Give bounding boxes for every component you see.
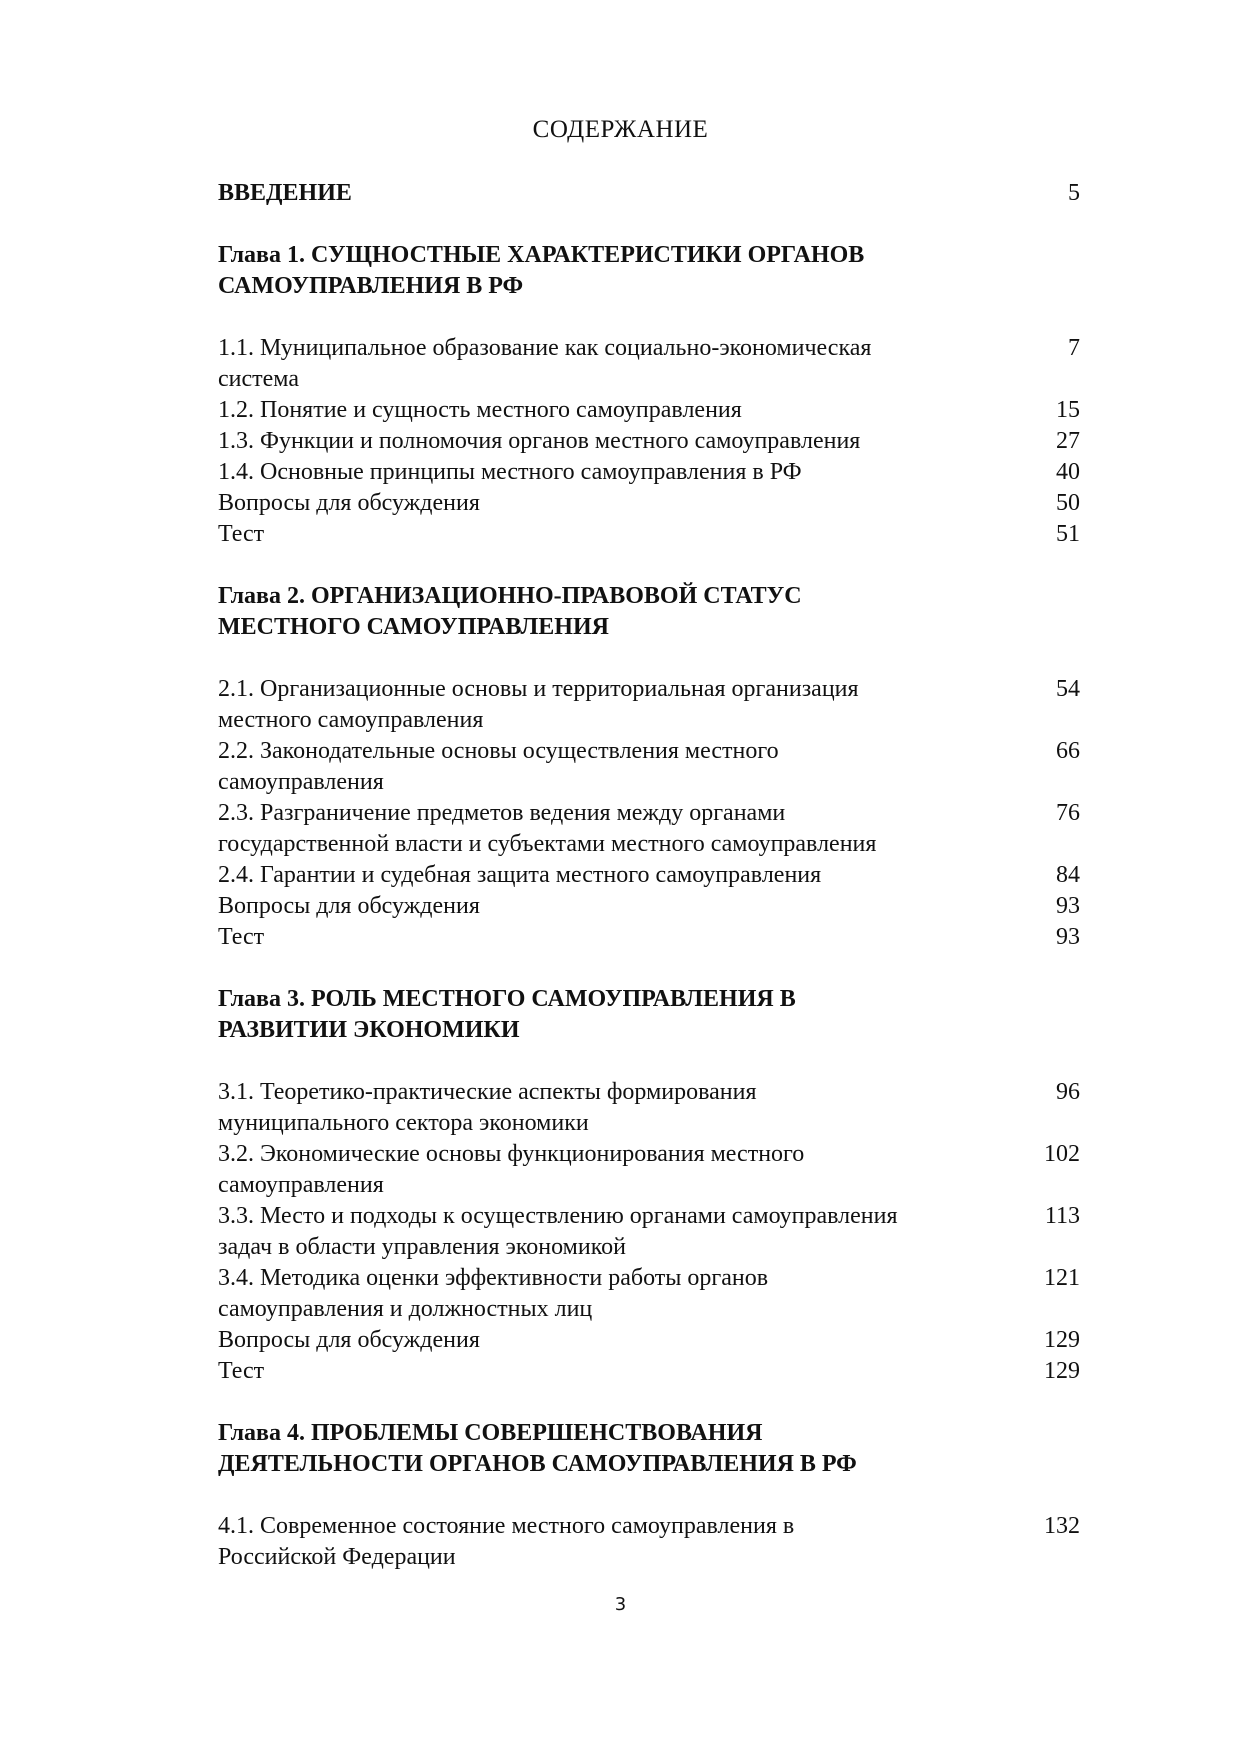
toc-entry-line1: 3.3. Место и подходы к осуществлению органами самоуправления	[218, 1203, 898, 1229]
chapter-heading-line1: Глава 3. РОЛЬ МЕСТНОГО САМОУПРАВЛЕНИЯ В	[218, 986, 796, 1012]
toc-entry-page: 40	[1056, 459, 1080, 485]
page-number: 3	[614, 1594, 627, 1615]
chapter-2	[218, 581, 1080, 953]
toc-entry[interactable]	[218, 426, 1080, 457]
chapter-heading-line2: МЕСТНОГО САМОУПРАВЛЕНИЯ	[218, 614, 609, 640]
toc-entry-line1: 2.1. Организационные основы и территориальная организация	[218, 676, 859, 702]
toc-entry-line1: 2.2. Законодательные основы осуществления местного	[218, 738, 779, 764]
toc-entry[interactable]	[218, 395, 1080, 426]
toc-entry-page: 15	[1056, 397, 1080, 423]
toc-entry-page: 66	[1056, 738, 1080, 764]
toc-entry[interactable]	[218, 891, 1080, 922]
toc-entry-line1: 4.1. Современное состояние местного самоуправления в	[218, 1513, 795, 1539]
chapter-heading-line1: Глава 4. ПРОБЛЕМЫ СОВЕРШЕНСТВОВАНИЯ	[218, 1420, 763, 1446]
chapter-heading[interactable]	[218, 581, 1080, 643]
toc-entry[interactable]	[218, 1263, 1080, 1325]
toc-entry[interactable]	[218, 1201, 1080, 1263]
toc-entry-page: 50	[1056, 490, 1080, 516]
toc-entry-page: 102	[1044, 1141, 1080, 1167]
toc-entry-page: 54	[1056, 676, 1080, 702]
toc-entry-page: 132	[1044, 1513, 1080, 1539]
toc-entry-line1: 1.4. Основные принципы местного самоуправления в РФ	[218, 459, 802, 485]
chapter-heading[interactable]	[218, 984, 1080, 1046]
chapter-heading[interactable]	[218, 1418, 1080, 1480]
chapter-heading-line1: Глава 2. ОРГАНИЗАЦИОННО-ПРАВОВОЙ СТАТУС	[218, 583, 802, 609]
toc-entry-line2: муниципального сектора экономики	[218, 1110, 589, 1136]
chapter-3	[218, 984, 1080, 1387]
toc-entry-line1: 2.4. Гарантии и судебная защита местного самоуправления	[218, 862, 822, 888]
toc-entry-page: 93	[1056, 924, 1080, 950]
toc-entry-page: 84	[1056, 862, 1080, 888]
toc-entry[interactable]	[218, 798, 1080, 860]
toc-entry[interactable]	[218, 488, 1080, 519]
chapter-heading-line2: САМОУПРАВЛЕНИЯ В РФ	[218, 273, 524, 299]
toc-entry[interactable]	[218, 860, 1080, 891]
toc-entry[interactable]	[218, 457, 1080, 488]
toc-entry-line1: 1.2. Понятие и сущность местного самоуправления	[218, 397, 742, 423]
chapter-heading[interactable]	[218, 240, 1080, 302]
chapter-1	[218, 240, 1080, 550]
toc-entry[interactable]	[218, 674, 1080, 736]
toc-entry-line2: государственной власти и субъектами местного самоуправления	[218, 831, 877, 857]
toc-entry-line1: Тест	[218, 1358, 265, 1384]
table-of-contents	[218, 178, 1080, 1573]
toc-entry-page: 76	[1056, 800, 1080, 826]
toc-entry-line1: 3.4. Методика оценки эффективности работы органов	[218, 1265, 769, 1291]
toc-entry-line2: самоуправления	[218, 1172, 384, 1198]
toc-entry[interactable]	[218, 333, 1080, 395]
toc-entry[interactable]	[218, 1139, 1080, 1201]
toc-entry-line1: 1.1. Муниципальное образование как социально-экономическая	[218, 335, 872, 361]
chapter-heading-line2: ДЕЯТЕЛЬНОСТИ ОРГАНОВ САМОУПРАВЛЕНИЯ В РФ	[218, 1451, 857, 1477]
toc-entry-page: 121	[1044, 1265, 1080, 1291]
toc-entry-line1: Тест	[218, 521, 265, 547]
toc-entry-line2: система	[218, 366, 299, 392]
toc-entry-page: 96	[1056, 1079, 1080, 1105]
toc-entry-line1: Вопросы для обсуждения	[218, 1327, 480, 1353]
toc-entry-line2: местного самоуправления	[218, 707, 484, 733]
toc-entry[interactable]	[218, 1077, 1080, 1139]
toc-entry-line1: Вопросы для обсуждения	[218, 490, 480, 516]
toc-entry-line2: самоуправления	[218, 769, 384, 795]
toc-entry-line1: 3.2. Экономические основы функционирования местного	[218, 1141, 805, 1167]
toc-entry-line1: 2.3. Разграничение предметов ведения между органами	[218, 800, 786, 826]
toc-entry-line2: задач в области управления экономикой	[218, 1234, 626, 1260]
chapter-4	[218, 1418, 1080, 1573]
toc-entry-page: 113	[1044, 1203, 1080, 1229]
toc-entry[interactable]	[218, 1511, 1080, 1573]
toc-entry-line2: Российской Федерации	[218, 1544, 456, 1570]
toc-entry[interactable]	[218, 922, 1080, 953]
toc-entry-page: 129	[1044, 1327, 1080, 1353]
toc-entry-line1: Тест	[218, 924, 265, 950]
toc-entry-line1: 1.3. Функции и полномочия органов местного самоуправления	[218, 428, 861, 454]
toc-entry-page: 7	[1068, 335, 1080, 361]
toc-entry-page: 51	[1056, 521, 1080, 547]
toc-entry-page: 129	[1044, 1358, 1080, 1384]
chapter-heading-line2: РАЗВИТИИ ЭКОНОМИКИ	[218, 1017, 520, 1043]
toc-entry[interactable]	[218, 1325, 1080, 1356]
toc-intro[interactable]	[218, 178, 1080, 209]
toc-entry-page: 27	[1056, 428, 1080, 454]
toc-intro-label: ВВЕДЕНИЕ	[218, 180, 352, 206]
toc-entry[interactable]	[218, 519, 1080, 550]
chapter-heading-line1: Глава 1. СУЩНОСТНЫЕ ХАРАКТЕРИСТИКИ ОРГАНОВ	[218, 242, 865, 268]
toc-entry[interactable]	[218, 1356, 1080, 1387]
page-title: СОДЕРЖАНИЕ	[532, 116, 709, 143]
toc-entry-line1: 3.1. Теоретико-практические аспекты формирования	[218, 1079, 757, 1105]
toc-entry-line1: Вопросы для обсуждения	[218, 893, 480, 919]
toc-intro-page: 5	[1068, 180, 1080, 206]
toc-entry-page: 93	[1056, 893, 1080, 919]
toc-entry[interactable]	[218, 736, 1080, 798]
toc-entry-line2: самоуправления и должностных лиц	[218, 1296, 593, 1322]
